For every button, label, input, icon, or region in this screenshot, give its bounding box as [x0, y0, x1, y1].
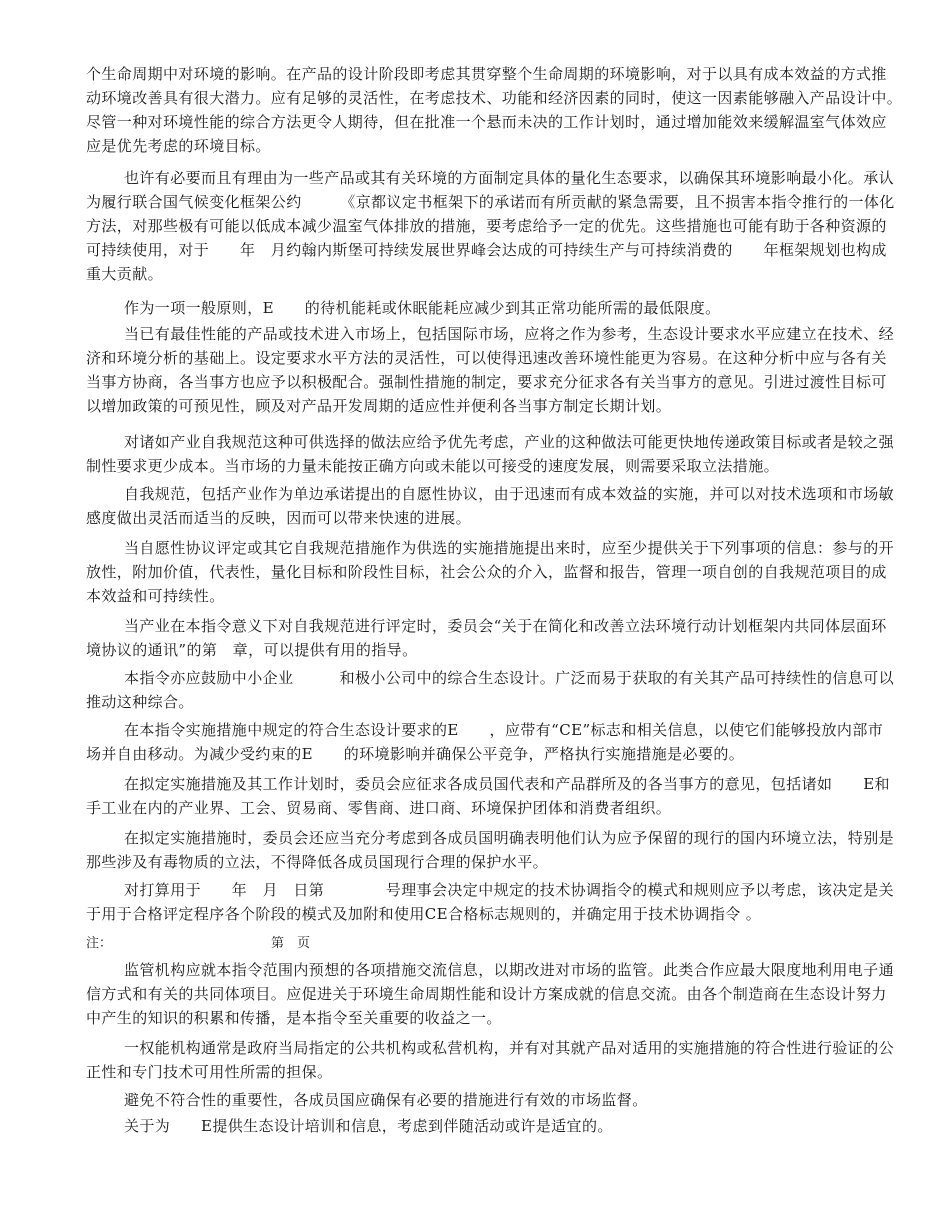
paragraph: 当自愿性协议评定或其它自我规范措施作为供选的实施措施提出来时，应至少提供关于下列事项的信息：参与的开放性，附加价值，代表性，量化目标和阶段性目标，社会公众的介入，监督和报告，管理一项自创的自我规范项目的成本效益和可持续性。	[86, 539, 895, 605]
note-label: 注：	[86, 936, 113, 951]
paragraph: 在拟定实施措施时，委员会还应当充分考虑到各成员国明确表明他们认为应予保留的现行的国内环境立法，特别是那些涉及有毒物质的立法，不得降低各成员国现行合理的保护水平。	[86, 829, 895, 871]
paragraph: 也许有必要而且有理由为一些产品或其有关环境的方面制定具体的量化生态要求，以确保其环境影响最小化。承认为履行联合国气候变化框架公约 《京都议定书框架下的承诺而有所贡献的紧急需要，且不损害本指令推行的一体化方法，对那些极有可能以低成本减少温室气体排放的措施，要考虑给予一定的优先。这些措施也可能有助于各种资源的可持续使用，对于 年 月约翰内斯堡可持续发展世界峰会达成的可持续生产与可持续消费的 年框架规划也构成重大贡献。	[86, 169, 895, 283]
paragraph: 本指令亦应鼓励中小企业 和极小公司中的综合生态设计。广泛而易于获取的有关其产品可持续性的信息可以推动这种综合。	[86, 669, 895, 711]
paragraph: 避免不符合性的重要性，各成员国应确保有必要的措施进行有效的市场监督。	[124, 1091, 648, 1109]
page-number: 第 页	[271, 936, 311, 951]
paragraph: 对打算用于 年 月 日第 号理事会决定中规定的技术协调指令的模式和规则应予以考虑，该决定是关于用于合格评定程序各个阶段的模式及加附和使用CE合格标志规则的，并确定用于技术协调指令 。	[86, 881, 895, 923]
paragraph: 当已有最佳性能的产品或技术进入市场上，包括国际市场，应将之作为参考，生态设计要求水平应建立在技术、经济和环境分析的基础上。设定要求水平方法的灵活性，可以使得迅速改善环境性能更为容易。在这种分析中应与各有关当事方协商，各当事方也应予以积极配合。强制性措施的制定，要求充分征求各有关当事方的意见。引进过渡性目标可以增加政策的可预见性，顾及对产品开发周期的适应性并便利各当事方制定长期计划。	[86, 325, 895, 415]
paragraph: 在本指令实施措施中规定的符合生态设计要求的E ，应带有“CE”标志和相关信息，以使它们能够投放内部市场并自由移动。为减少受约束的E 的环境影响并确保公平竞争，严格执行实施措施是必要的。	[86, 721, 884, 763]
paragraph: 自我规范，包括产业作为单边承诺提出的自愿性协议，由于迅速而有成本效益的实施，并可以对技术选项和市场敏感度做出灵活而适当的反映，因而可以带来快速的进展。	[86, 485, 895, 527]
paragraph: 当产业在本指令意义下对自我规范进行评定时，委员会“关于在简化和改善立法环境行动计划框架内共同体层面环境协议的通讯”的第 章，可以提供有用的指导。	[86, 617, 887, 659]
paragraph: 关于为 E提供生态设计培训和信息，考虑到伴随活动或许是适宜的。	[124, 1117, 613, 1135]
paragraph: 作为一项一般原则，E 的待机能耗或休眠能耗应减少到其正常功能所需的最低限度。	[124, 299, 721, 317]
page-note	[86, 934, 896, 954]
paragraph: 一权能机构通常是政府当局指定的公共机构或私营机构，并有对其就产品对适用的实施措施的符合性进行验证的公正性和专门技术可用性所需的担保。	[86, 1039, 895, 1081]
paragraph: 监管机构应就本指令范围内预想的各项措施交流信息，以期改进对市场的监管。此类合作应最大限度地利用电子通信方式和有关的共同体项目。应促进关于环境生命周期性能和设计方案成就的信息交流。由各个制造商在生态设计努力中产生的知识的积累和传播，是本指令至关重要的收益之一。	[86, 961, 895, 1027]
paragraph: 个生命周期中对环境的影响。在产品的设计阶段即考虑其贯穿整个生命周期的环境影响，对于以具有成本效益的方式推动环境改善具有很大潜力。应有足够的灵活性，在考虑技术、功能和经济因素的同时，使这一因素能够融入产品设计中。 尽管一种对环境性能的综合方法更令人期待，但在批准一个悬而未决的工作计划时，通过增加能效来缓解温室气体效应应是优先考虑的环境目标。	[86, 65, 941, 155]
paragraph: 在拟定实施措施及其工作计划时，委员会应征求各成员国代表和产品群所及的各当事方的意见，包括诸如 E和手工业在内的产业界、工会、贸易商、零售商、进口商、环境保护团体和消费者组织。	[86, 775, 890, 817]
paragraph: 对诸如产业自我规范这种可供选择的做法应给予优先考虑，产业的这种做法可能更快地传递政策目标或者是较之强制性要求更少成本。当市场的力量未能按正确方向或未能以可接受的速度发展，则需要采取立法措施。	[86, 433, 895, 475]
